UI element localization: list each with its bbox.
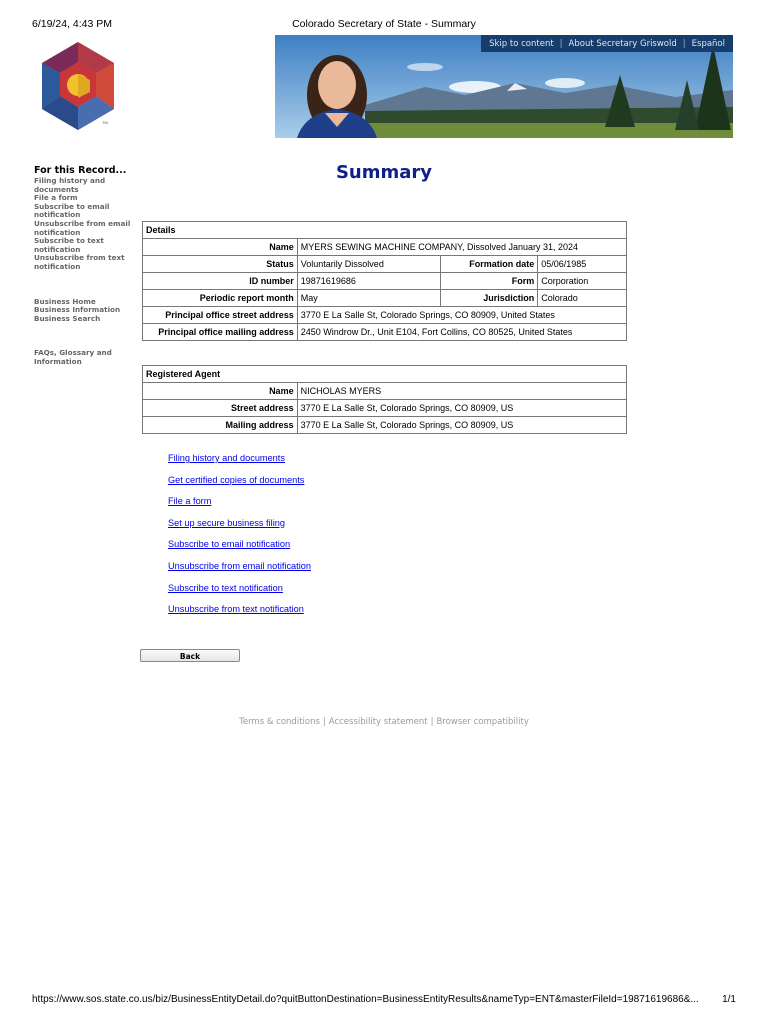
terms-link[interactable]: Terms & conditions: [239, 717, 320, 727]
nav-unsubscribe-text-link[interactable]: Unsubscribe from text notification: [34, 253, 125, 271]
agent-name-label: Name: [143, 383, 298, 400]
status-value: Voluntarily Dissolved: [297, 256, 441, 273]
subscribe-text-link[interactable]: Subscribe to text notification: [168, 582, 283, 593]
banner-links: [481, 35, 733, 52]
id-number-value: 19871619686: [297, 273, 441, 290]
separator: |: [430, 717, 434, 727]
registered-agent-header: Registered Agent: [143, 366, 627, 383]
back-button[interactable]: Back: [140, 649, 240, 662]
subscribe-email-link[interactable]: Subscribe to email notification: [168, 539, 291, 550]
table-row: [143, 273, 627, 290]
colorado-sos-logo[interactable]: [38, 40, 118, 132]
table-row: [143, 417, 627, 434]
left-sidebar-nav: [34, 165, 134, 367]
skip-to-content-link[interactable]: Skip to content: [489, 38, 554, 49]
agent-name-value: NICHOLAS MYERS: [297, 383, 626, 400]
header-banner: [275, 35, 733, 138]
separator: |: [559, 38, 563, 49]
table-row: [143, 222, 627, 239]
table-row: [143, 290, 627, 307]
unsubscribe-email-link[interactable]: Unsubscribe from email notification: [168, 560, 311, 571]
formation-date-value: 05/06/1985: [538, 256, 627, 273]
agent-mailing-value: 3770 E La Salle St, Colorado Springs, CO 80909, US: [297, 417, 626, 434]
principal-mailing-label: Principal office mailing address: [143, 324, 298, 341]
footer-links: [0, 717, 768, 727]
browser-compatibility-link[interactable]: Browser compatibility: [436, 717, 529, 727]
print-datetime: 6/19/24, 4:43 PM: [32, 18, 112, 30]
status-label: Status: [143, 256, 298, 273]
table-row: [143, 383, 627, 400]
jurisdiction-value: Colorado: [538, 290, 627, 307]
nav-subscribe-email-link[interactable]: Subscribe to email notification: [34, 201, 110, 220]
table-row: [143, 307, 627, 324]
separator: |: [682, 38, 686, 49]
periodic-report-value: May: [297, 290, 441, 307]
nav-business-group: [34, 298, 134, 324]
certified-copies-link[interactable]: Get certified copies of documents: [168, 474, 305, 485]
agent-street-label: Street address: [143, 400, 298, 417]
nav-business-information-link[interactable]: Business Information: [34, 305, 121, 315]
details-table: [142, 221, 627, 341]
name-value: MYERS SEWING MACHINE COMPANY, Dissolved January 31, 2024: [297, 239, 626, 256]
principal-street-value: 3770 E La Salle St, Colorado Springs, CO 80909, United States: [297, 307, 626, 324]
secure-business-filing-link[interactable]: Set up secure business filing: [168, 517, 285, 528]
form-label: Form: [441, 273, 538, 290]
form-value: Corporation: [538, 273, 627, 290]
colorado-logo-icon: [38, 40, 118, 132]
agent-mailing-label: Mailing address: [143, 417, 298, 434]
filing-history-link[interactable]: Filing history and documents: [168, 453, 285, 463]
about-secretary-link[interactable]: About Secretary Griswold: [568, 38, 677, 49]
periodic-report-label: Periodic report month: [143, 290, 298, 307]
page-title: Summary: [335, 162, 433, 183]
table-row: [143, 324, 627, 341]
trademark-mark: TM: [102, 120, 108, 125]
nav-filing-history-link[interactable]: Filing history and documents: [34, 176, 106, 194]
table-row: [143, 239, 627, 256]
agent-street-value: 3770 E La Salle St, Colorado Springs, CO 80909, US: [297, 400, 626, 417]
nav-business-search-link[interactable]: Business Search: [34, 313, 101, 323]
table-row: [143, 400, 627, 417]
nav-business-home-link[interactable]: Business Home: [34, 296, 96, 306]
separator: |: [322, 717, 326, 727]
accessibility-link[interactable]: Accessibility statement: [328, 717, 428, 727]
formation-date-label: Formation date: [441, 256, 538, 273]
name-label: Name: [143, 239, 298, 256]
details-header: Details: [143, 222, 627, 239]
nav-faqs-link[interactable]: FAQs, Glossary and Information: [34, 348, 112, 366]
table-row: [143, 256, 627, 273]
print-page-title: Colorado Secretary of State - Summary: [292, 18, 476, 30]
print-url: https://www.sos.state.co.us/biz/BusinessEntityDetail.do?quitButtonDestination=BusinessEntityResults&nameTyp=ENT&masterFileId=19871619686&...: [32, 994, 699, 1005]
nav-help-group: [34, 349, 134, 366]
registered-agent-table: [142, 365, 627, 434]
espanol-link[interactable]: Español: [691, 38, 725, 49]
principal-mailing-value: 2450 Windrow Dr., Unit E104, Fort Collins, CO 80525, United States: [297, 324, 626, 341]
nav-file-form-link[interactable]: File a form: [34, 193, 78, 203]
nav-unsubscribe-email-link[interactable]: Unsubscribe from email notification: [34, 218, 131, 237]
record-action-links: [168, 453, 311, 626]
unsubscribe-text-link[interactable]: Unsubscribe from text notification: [168, 604, 304, 615]
table-row: [143, 366, 627, 383]
print-page-number: 1/1: [722, 994, 736, 1005]
principal-street-label: Principal office street address: [143, 307, 298, 324]
nav-heading: For this Record...: [34, 165, 127, 176]
id-number-label: ID number: [143, 273, 298, 290]
jurisdiction-label: Jurisdiction: [441, 290, 538, 307]
file-form-link[interactable]: File a form: [168, 496, 212, 507]
nav-subscribe-text-link[interactable]: Subscribe to text notification: [34, 236, 104, 254]
